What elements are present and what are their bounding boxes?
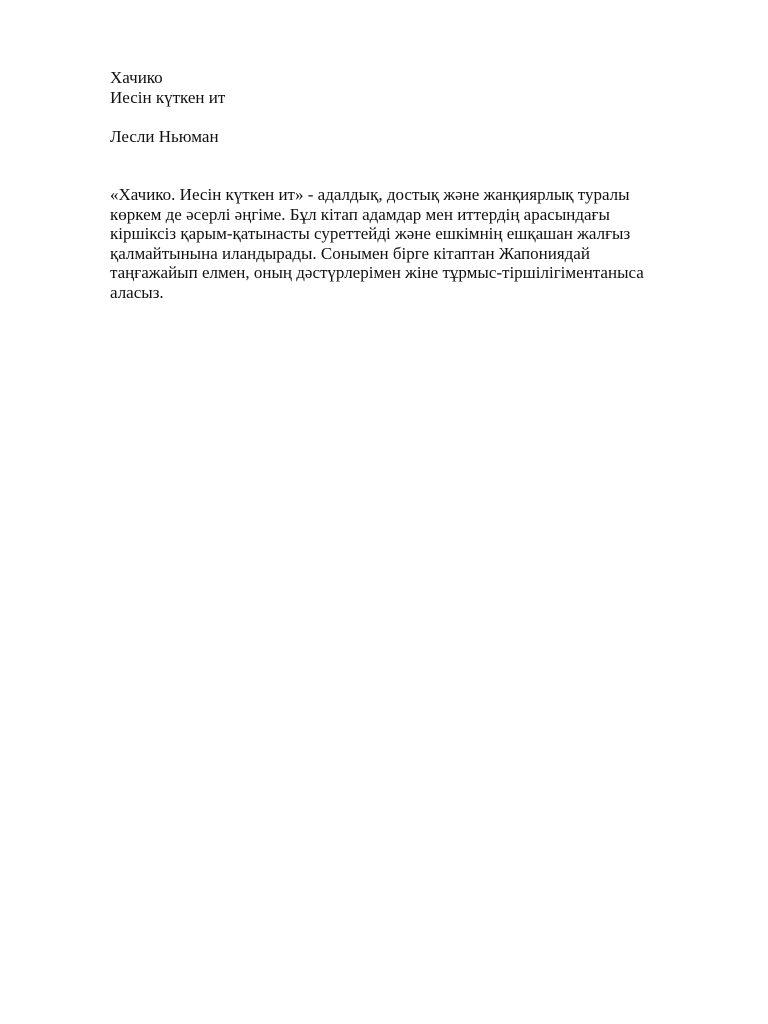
paragraph-line: аласыз. <box>110 282 164 302</box>
document-title: Хачико <box>110 68 163 87</box>
paragraph-line: қалмайтынына иландырады. Сонымен бірге кітаптан Жапониядай <box>110 243 590 263</box>
paragraph-line: «Хачико. Иесін күткен ит» - адалдық, достық және жанқиярлық туралы <box>110 185 630 204</box>
document-author: Лесли Ньюман <box>110 126 219 146</box>
paragraph-line: таңғажайып елмен, оның дәстүрлерімен жіне тұрмыс-тіршілігіментаныса <box>110 263 644 282</box>
document-page <box>110 68 690 302</box>
body-paragraph <box>110 185 690 302</box>
paragraph-line: көркем де әсерлі әңгіме. Бұл кітап адамдар мен иттердің арасындағы <box>110 204 610 224</box>
paragraph-line: кіршіксіз қарым-қатынасты суреттейді және ешкімнің ешқашан жалғыз <box>110 224 631 243</box>
document-subtitle: Иесін күткен ит <box>110 87 226 107</box>
